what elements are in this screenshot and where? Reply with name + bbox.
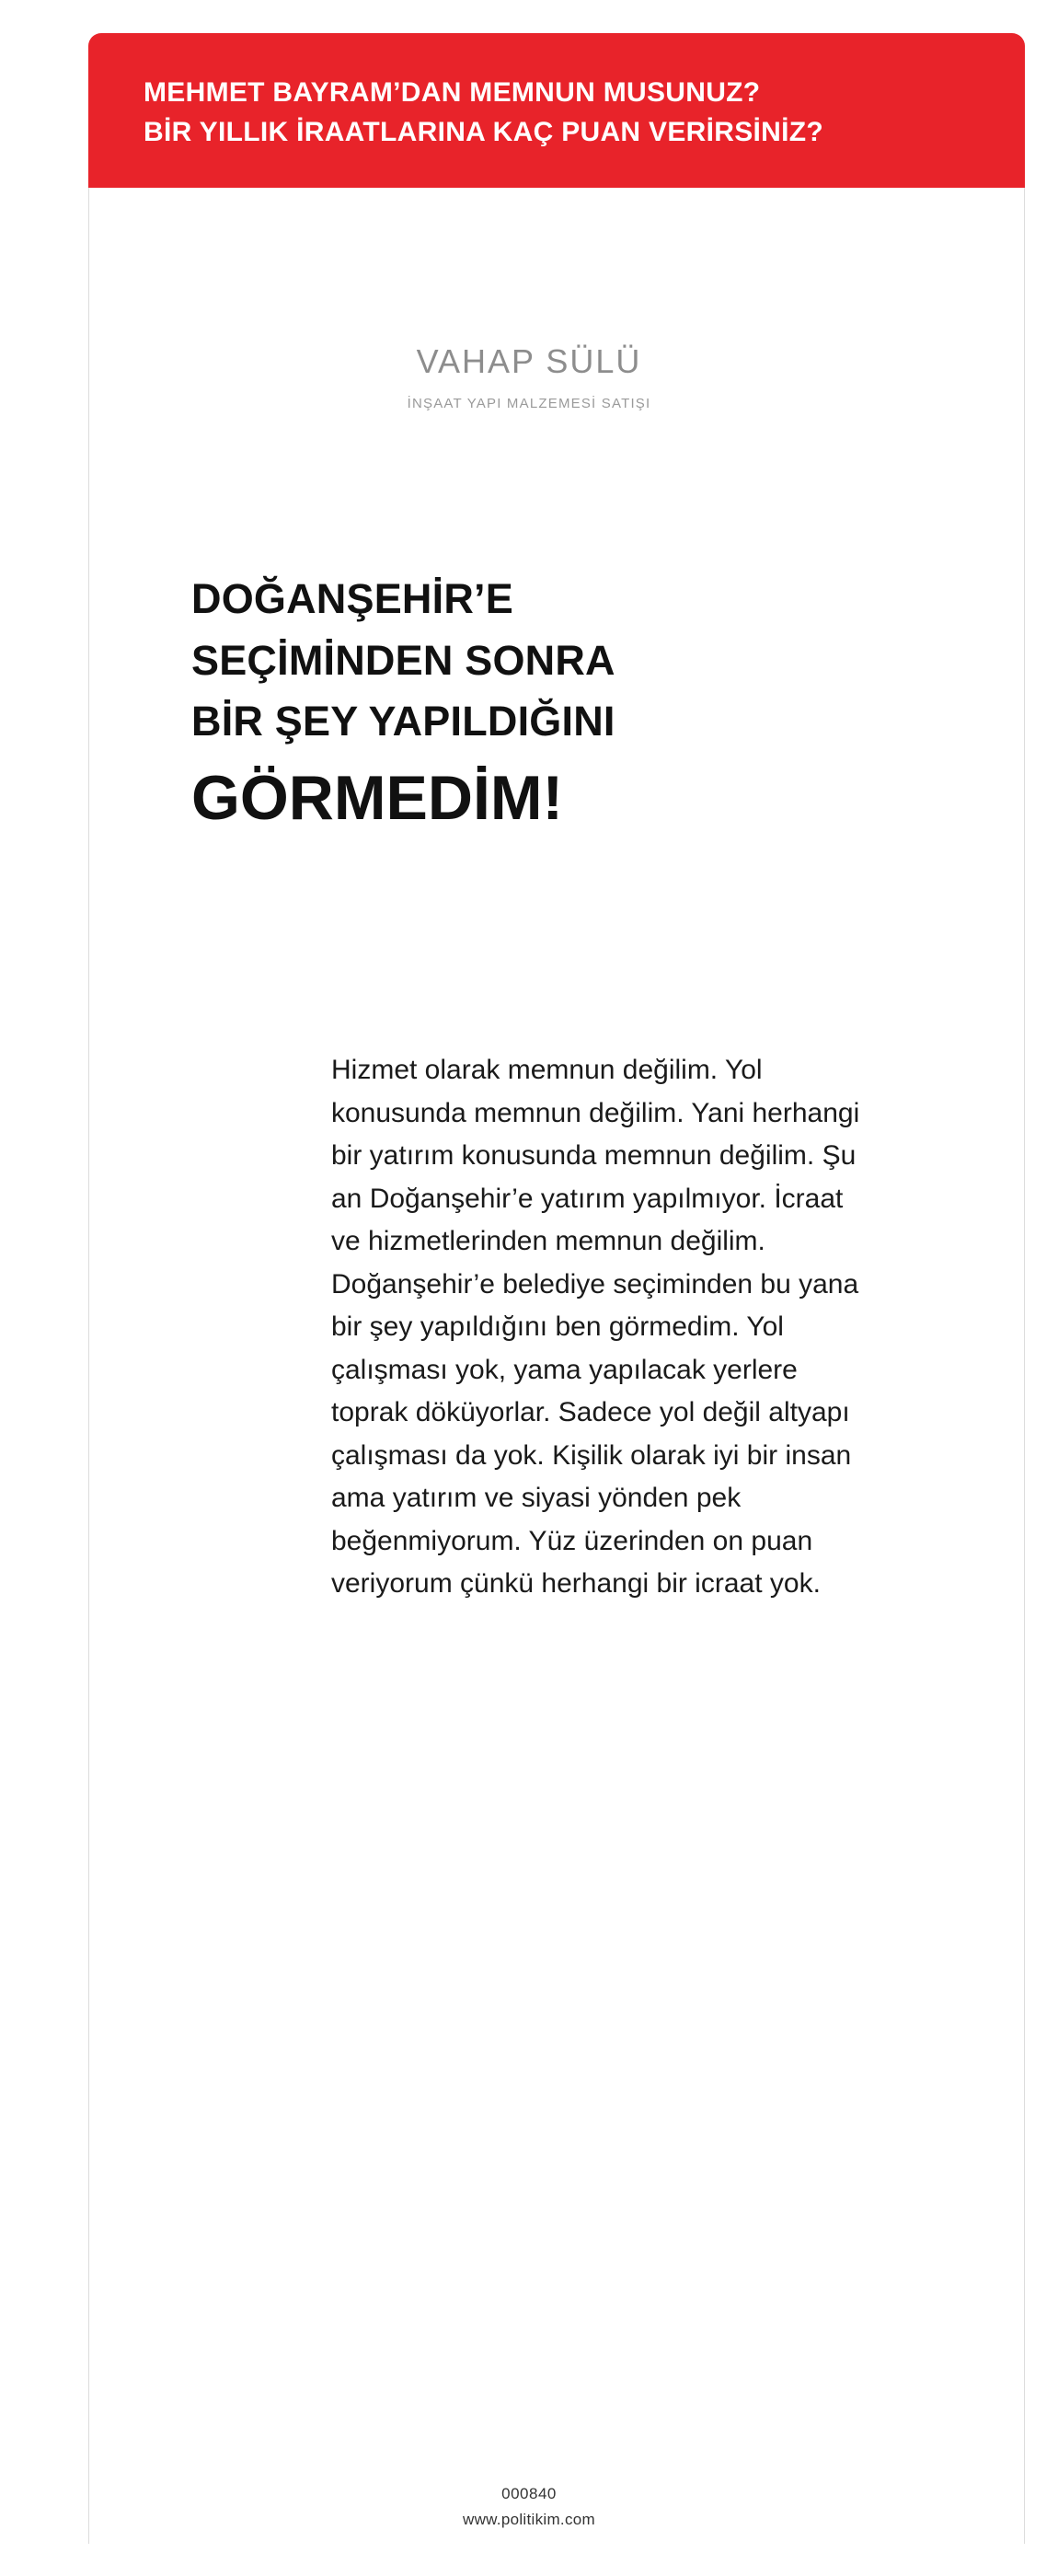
header-question-line-2: BİR YILLIK İRAATLARINA KAÇ PUAN VERİRSİNİZ? <box>144 116 824 147</box>
headline-line-2: SEÇİMİNDEN SONRA <box>191 636 615 684</box>
headline-emphasis: GÖRMEDİM! <box>191 762 564 833</box>
quote-paragraph: Hizmet olarak memnun değilim. Yol konusunda memnun değilim. Yani herhangi bir yatırım konusunda memnun değilim. Şu an Doğanşehir’e yatırım yapılmıyor. İcraat ve hizmetlerinden memnun değilim. Doğanşehir’e belediye seçiminden bu yana bir şey yapıldığını ben görmedim. Yol çalışması yok, yama yapılacak yerlere toprak döküyorlar. Sadece yol değil altyapı çalışması da yok. Kişilik olarak iyi bir insan ama yatırım ve siyasi yönden pek beğenmiyorum. Yüz üzerinden on puan veriyorum çünkü herhangi bir icraat yok. <box>331 1055 860 1599</box>
footer-website[interactable]: www.politikim.com <box>463 2511 595 2528</box>
header-question-line-1: MEHMET BAYRAM’DAN MEMNUN MUSUNUZ? <box>144 77 761 108</box>
person-name: VAHAP SÜLÜ <box>416 342 642 380</box>
headline-block <box>191 569 927 838</box>
card-edge-left <box>88 188 89 2544</box>
headline-line-3: BİR ŞEY YAPILDIĞINI <box>191 698 615 745</box>
person-occupation: İNŞAAT YAPI MALZEMESİ SATIŞI <box>407 396 651 411</box>
header-banner <box>88 33 1025 188</box>
headline-line-1: DOĞANŞEHİR’E <box>191 575 513 622</box>
header-question <box>144 74 1008 152</box>
card-edge-right <box>1024 188 1025 2544</box>
footer-code: 000840 <box>501 2485 557 2502</box>
